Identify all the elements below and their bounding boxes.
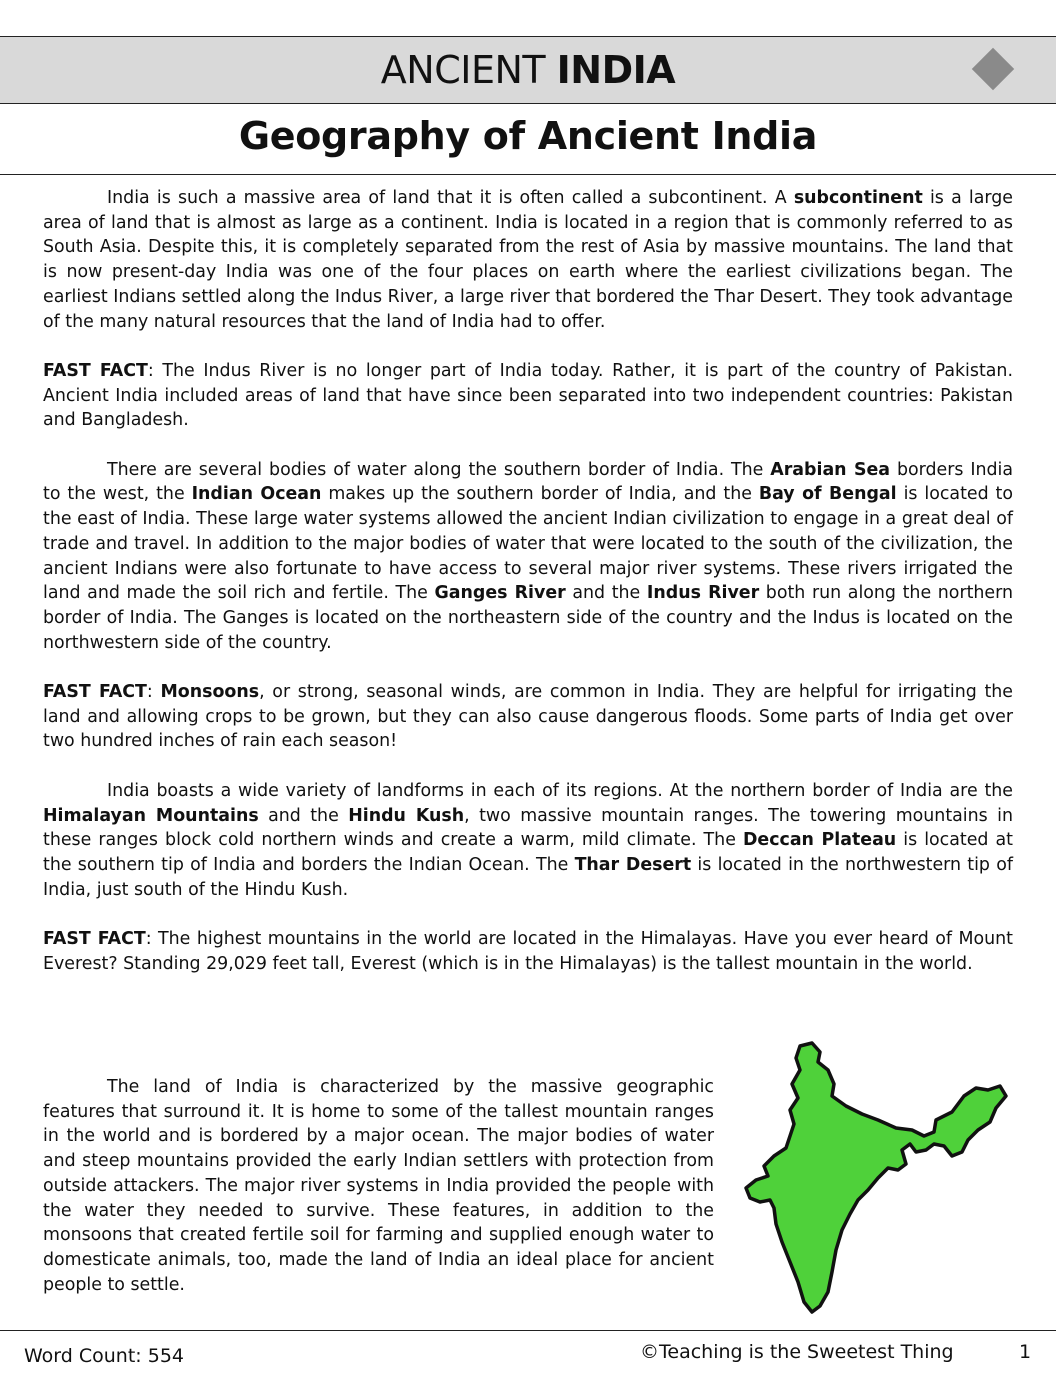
fast-fact-2: FAST FACT: Monsoons, or strong, seasonal winds, are common in India. They are helpful for irrigating the land and allowing crops to be grown, but they can also cause dangerous floods. Some parts of India get over two hundred inches of rain each season! xyxy=(43,682,1013,752)
fast-fact-1: FAST FACT: The Indus River is no longer part of India today. Rather, it is part of the country of Pakistan. Ancient India included areas of land that have since been separated into two independent countries: Pakistan and Bangladesh. xyxy=(43,360,1013,431)
page-number: 1 xyxy=(1019,1341,1032,1363)
article-body xyxy=(43,186,1013,1001)
header-band xyxy=(0,36,1056,104)
footer-divider xyxy=(0,1330,1056,1331)
copyright: ©Teaching is the Sweetest Thing xyxy=(640,1341,954,1363)
fast-fact-3: FAST FACT: The highest mountains in the world are located in the Himalayas. Have you ever heard of Mount Everest? Standing 29,029 feet tall, Everest (which is in the Himalayas) is the tallest mountain in the world. xyxy=(43,929,1013,974)
page-title: Geography of Ancient India xyxy=(238,114,818,158)
paragraph-3: India boasts a wide variety of landforms in each of its regions. At the northern border of India are the Himalayan Mountains and the Hindu Kush, two massive mountain ranges. The towering mountains in these ranges block cold northern winds and create a warm, mild climate. The Deccan Plateau is located at the southern tip of India and borders the Indian Ocean. The Thar Desert is located in the northwestern tip of India, just south of the Hindu Kush. xyxy=(43,780,1013,900)
paragraph-2: There are several bodies of water along the southern border of India. The Arabian Sea borders India to the west, the Indian Ocean makes up the southern border of India, and the Bay of Bengal is located to the east of India. These large water systems allowed the ancient Indian civilization to engage in a great deal of trade and travel. In addition to the major bodies of water that were located to the south of the civilization, the ancient Indians were also fortunate to have access to several major river systems. These rivers irrigated the land and made the soil rich and fertile. The Ganges River and the Indus River both run along the northern border of India. The Ganges is located on the northeastern side of the country and the Indus is located on the northwestern side of the country. xyxy=(43,459,1014,653)
title-box xyxy=(0,102,1056,175)
paragraph-4: The land of India is characterized by the massive geographic features that surround it. It is home to some of the tallest mountain ranges in the world and is bordered by a major ocean. The major bodies of water and steep mountains provided the early Indian settlers with protection from outside attackers. The major river systems in India provided the people with the water they needed to survive. These features, in addition to the monsoons that created fertile soil for farming and supplied enough water to domesticate animals, too, made the land of India an ideal place for ancient people to settle. xyxy=(43,1077,714,1295)
header-title: ANCIENT INDIA xyxy=(380,48,676,92)
word-count: Word Count: 554 xyxy=(24,1345,185,1367)
india-map-icon xyxy=(738,1040,1012,1320)
paragraph-1: India is such a massive area of land that it is often called a subcontinent. A subcontinent is a large area of land that is almost as large as a continent. India is located in a region that is commonly referred to as South Asia. Despite this, it is completely separated from the rest of Asia by massive mountains. The land that is now present-day India was one of the four places on earth where the earliest civilizations began. The earliest Indians settled along the Indus River, a large river that bordered the Thar Desert. They took advantage of the many natural resources that the land of India had to offer. xyxy=(43,188,1013,332)
india-map-shape xyxy=(746,1043,1006,1312)
